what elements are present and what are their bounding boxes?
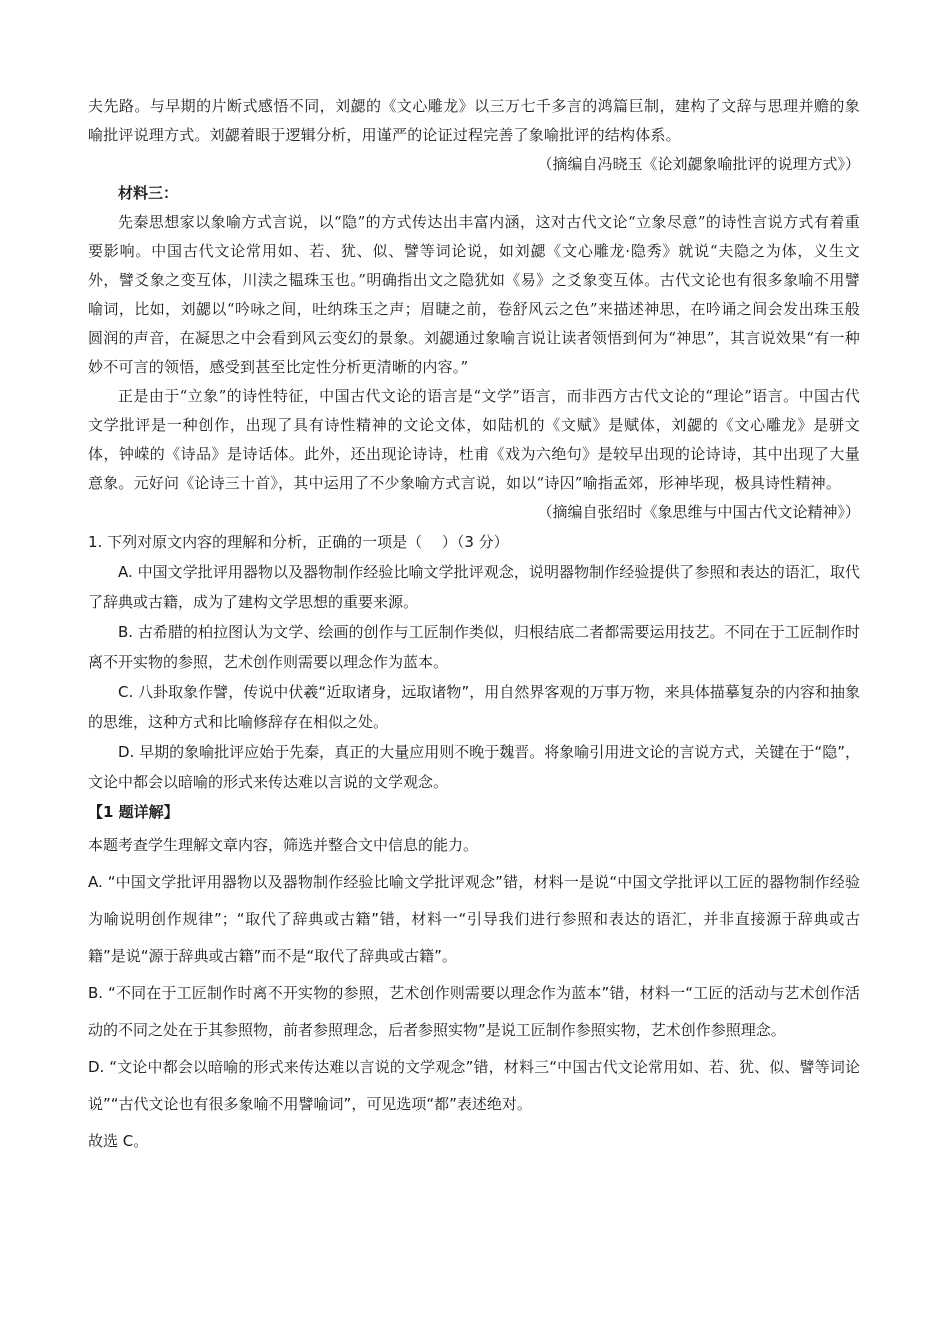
analysis-item-d: D. “文论中都会以暗喻的形式来传达难以言说的文学观念”错，材料三“中国古代文论常用如、若、犹、似、譬等词论说”“古代文论也有很多象喻不用譬喻词”，可见选项“都”表述绝对。	[88, 1058, 860, 1113]
analysis-item-a: A. “中国文学批评用器物以及器物制作经验比喻文学批评观念”错，材料一是说“中国文学批评以工匠的器物制作经验为喻说明创作规律”；“取代了辞典或古籍”错，材料一“引导我们进行参照和表达的语汇，并非直接源于辞典或古籍”是说“源于辞典或古籍”而不是“取代了辞典或古籍”。	[88, 873, 860, 965]
question-1-option-d: D. 早期的象喻批评应始于先秦，真正的大量应用则不晚于魏晋。将象喻引用进文论的言说方式，关键在于“隐”，文论中都会以暗喻的形式来传达难以言说的文学观念。	[88, 743, 860, 791]
analysis-intro: 本题考查学生理解文章内容，筛选并整合文中信息的能力。	[88, 836, 479, 854]
question-1-option-a: A. 中国文学批评用器物以及器物制作经验比喻文学批评观念，说明器物制作经验提供了参照和表达的语汇，取代了辞典或古籍，成为了建构文学思想的重要来源。	[88, 563, 860, 611]
document-page	[88, 92, 860, 1160]
question-1-option-c: C. 八卦取象作譬，传说中伏羲“近取诸身，远取诸物”，用自然界客观的万事万物，来具体描摹复杂的内容和抽象的思维，这种方式和比喻修辞存在相似之处。	[88, 683, 860, 731]
material3-source: （摘编自张绍时《象思维与中国古代文论精神》）	[537, 503, 860, 521]
material2-source: （摘编自冯晓玉《论刘勰象喻批评的说理方式》）	[537, 155, 860, 173]
material2-paragraph: 夫先路。与早期的片断式感悟不同，刘勰的《文心雕龙》以三万七千多言的鸿篇巨制，建构了文辞与思理并赡的象喻批评说理方式。刘勰着眼于逻辑分析，用谨严的论证过程完善了象喻批评的结构体系。	[88, 97, 860, 144]
material3-paragraph-2: 正是由于“立象”的诗性特征，中国古代文论的语言是“文学”语言，而非西方古代文论的“理论”语言。中国古代文学批评是一种创作，出现了具有诗性精神的文论文体，如陆机的《文赋》是赋体，刘勰的《文心雕龙》是骈文体，钟嵘的《诗品》是诗话体。此外，还出现论诗诗，杜甫《戏为六绝句》是较早出现的论诗诗，其中出现了大量意象。元好问《论诗三十首》，其中运用了不少象喻方式言说，如以“诗囚”喻指孟郊，形神毕现，极具诗性精神。	[88, 387, 860, 492]
analysis-conclusion: 故选 C。	[88, 1132, 149, 1150]
material3-paragraph-1: 先秦思想家以象喻方式言说，以“隐”的方式传达出丰富内涵，这对古代文论“立象尽意”的诗性言说方式有着重要影响。中国古代文论常用如、若、犹、似、譬等词论说，如刘勰《文心雕龙·隐秀》就说“夫隐之为体，义生文外，譬爻象之变互体，川渎之韫珠玉也。”明确指出文之隐犹如《易》之爻象变互体。古代文论也有很多象喻不用譬喻词，比如，刘勰以“吟咏之间，吐纳珠玉之声；眉睫之前，卷舒风云之色”来描述神思，在吟诵之间会发出珠玉般圆润的声音，在凝思之中会看到风云变幻的景象。刘勰通过象喻言说让读者领悟到何为“神思”，其言说效果“有一种妙不可言的领悟，感受到甚至比定性分析更清晰的内容。”	[88, 213, 860, 376]
question-1-option-b: B. 古希腊的柏拉图认为文学、绘画的创作与工匠制作类似，归根结底二者都需要运用技艺。不同在于工匠制作时离不开实物的参照，艺术创作则需要以理念作为蓝本。	[88, 623, 860, 671]
question-1-stem: 1. 下列对原文内容的理解和分析，正确的一项是（ ）（3 分）	[88, 533, 509, 551]
analysis-item-b: B. “不同在于工匠制作时离不开实物的参照，艺术创作则需要以理念作为蓝本”错，材料一“工匠的活动与艺术创作活动的不同之处在于其参照物，前者参照理念，后者参照实物”是说工匠制作参照实物，艺术创作参照理念。	[88, 984, 860, 1039]
analysis-heading: 【1 题详解】	[88, 803, 179, 821]
material3-heading: 材料三：	[118, 184, 179, 202]
